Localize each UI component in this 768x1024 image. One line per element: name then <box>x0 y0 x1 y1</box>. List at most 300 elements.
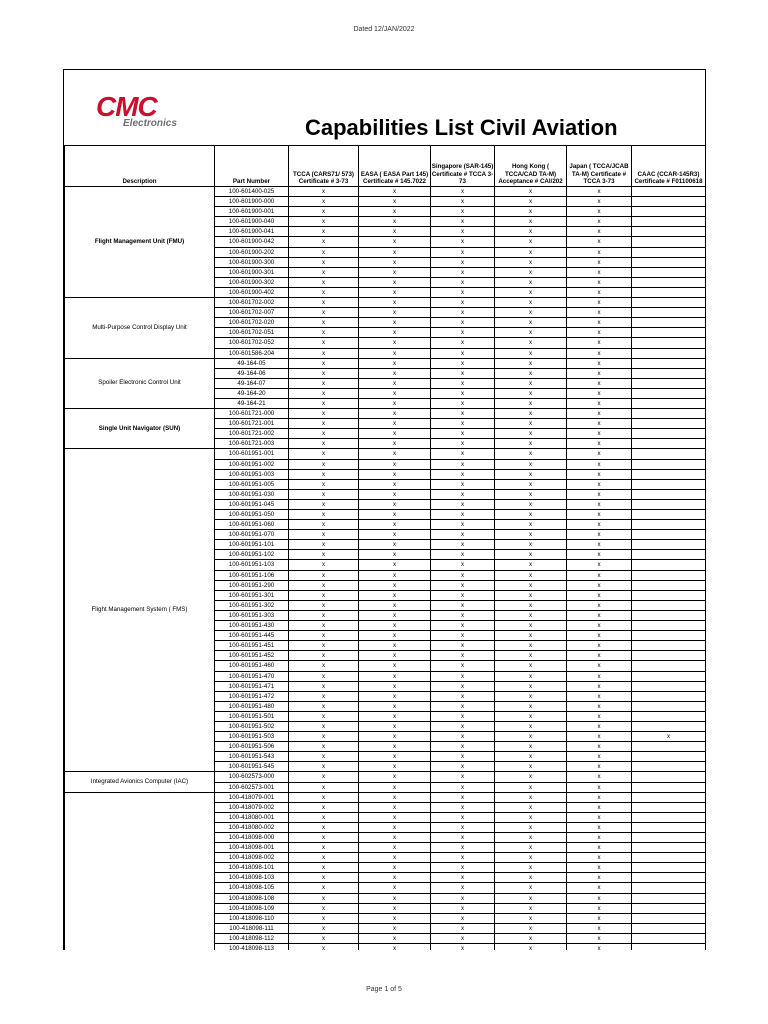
capability-cell: x <box>359 833 431 843</box>
capability-cell: x <box>431 701 495 711</box>
capability-cell: x <box>359 863 431 873</box>
capability-cell: x <box>289 782 359 792</box>
capability-cell: x <box>359 419 431 429</box>
part-number-cell: 100-418098-110 <box>215 913 289 923</box>
part-number-cell: 100-418079-002 <box>215 802 289 812</box>
capability-cell: x <box>289 277 359 287</box>
capability-cell: x <box>431 661 495 671</box>
capability-cell <box>632 520 706 530</box>
capability-cell: x <box>431 398 495 408</box>
capability-cell: x <box>431 570 495 580</box>
capability-cell: x <box>567 328 632 338</box>
capability-cell <box>632 752 706 762</box>
capability-cell: x <box>431 550 495 560</box>
group-description: Multi-Purpose Control Display Unit <box>65 298 215 359</box>
part-number-cell: 49-164-07 <box>215 378 289 388</box>
capability-cell: x <box>289 267 359 277</box>
part-number-cell: 100-601951-290 <box>215 580 289 590</box>
capability-cell: x <box>431 308 495 318</box>
svg-text:CMC: CMC <box>96 92 157 122</box>
capability-cell: x <box>289 530 359 540</box>
capability-cell: x <box>567 540 632 550</box>
capability-cell: x <box>359 721 431 731</box>
capability-cell: x <box>431 600 495 610</box>
capability-cell <box>632 358 706 368</box>
dated-text: Dated 12/JAN/2022 <box>353 26 415 33</box>
column-header-description: Description <box>65 146 215 187</box>
capability-cell: x <box>567 812 632 822</box>
capability-cell: x <box>495 762 567 772</box>
capability-cell <box>632 903 706 913</box>
capability-cell: x <box>359 409 431 419</box>
capability-cell: x <box>567 671 632 681</box>
capability-cell: x <box>359 459 431 469</box>
capability-cell: x <box>359 873 431 883</box>
part-number-cell: 100-601951-480 <box>215 701 289 711</box>
capability-cell: x <box>567 590 632 600</box>
capability-cell: x <box>359 762 431 772</box>
group-description: Flight Management Unit (FMU) <box>65 187 215 298</box>
capability-cell <box>632 328 706 338</box>
capability-cell: x <box>567 439 632 449</box>
table-row <box>65 409 706 419</box>
capability-cell: x <box>359 913 431 923</box>
capability-cell: x <box>359 590 431 600</box>
capability-cell: x <box>289 923 359 933</box>
capability-cell <box>632 822 706 832</box>
capability-cell <box>632 479 706 489</box>
capability-cell <box>632 691 706 701</box>
capability-cell: x <box>495 510 567 520</box>
part-number-cell: 49-164-05 <box>215 358 289 368</box>
capability-cell: x <box>289 237 359 247</box>
capability-cell: x <box>431 913 495 923</box>
capability-cell: x <box>359 237 431 247</box>
part-number-cell: 100-601951-302 <box>215 600 289 610</box>
capability-cell: x <box>289 711 359 721</box>
capability-cell: x <box>289 197 359 207</box>
capability-cell: x <box>567 308 632 318</box>
capability-cell: x <box>495 610 567 620</box>
capability-cell: x <box>289 479 359 489</box>
capability-cell <box>632 863 706 873</box>
table-row <box>65 358 706 368</box>
capability-cell: x <box>495 843 567 853</box>
capability-cell <box>632 449 706 459</box>
part-number-cell: 100-601951-460 <box>215 661 289 671</box>
capability-cell: x <box>495 197 567 207</box>
table-row <box>65 792 706 802</box>
capability-cell: x <box>289 348 359 358</box>
capability-cell <box>632 742 706 752</box>
capability-cell: x <box>495 247 567 257</box>
capability-cell: x <box>431 651 495 661</box>
capability-cell: x <box>567 449 632 459</box>
capability-cell <box>632 843 706 853</box>
capability-cell: x <box>289 207 359 217</box>
capability-cell: x <box>495 590 567 600</box>
capability-cell: x <box>359 893 431 903</box>
capability-cell: x <box>567 237 632 247</box>
part-number-cell: 100-601951-002 <box>215 459 289 469</box>
capability-cell: x <box>359 661 431 671</box>
part-number-cell: 100-601702-020 <box>215 318 289 328</box>
capability-cell: x <box>289 873 359 883</box>
part-number-cell: 100-601951-430 <box>215 621 289 631</box>
capability-cell <box>632 772 706 782</box>
capability-cell: x <box>431 944 495 950</box>
capability-cell: x <box>495 499 567 509</box>
capability-cell: x <box>567 822 632 832</box>
capability-cell: x <box>431 530 495 540</box>
capability-cell: x <box>495 580 567 590</box>
capability-cell: x <box>431 762 495 772</box>
capability-cell: x <box>431 247 495 257</box>
capability-cell: x <box>431 903 495 913</box>
capability-cell: x <box>567 207 632 217</box>
capability-cell <box>632 671 706 681</box>
capability-cell: x <box>567 378 632 388</box>
capability-cell: x <box>359 318 431 328</box>
capability-cell: x <box>495 822 567 832</box>
capability-cell: x <box>431 681 495 691</box>
capability-cell: x <box>495 903 567 913</box>
capability-cell: x <box>567 520 632 530</box>
column-header-easa: EASA ( EASA Part 145) Certificate # 145.7022 <box>359 146 431 187</box>
capability-cell: x <box>289 187 359 197</box>
capability-cell: x <box>431 641 495 651</box>
part-number-cell: 100-601900-040 <box>215 217 289 227</box>
part-number-cell: 100-601900-301 <box>215 267 289 277</box>
part-number-cell: 100-601951-102 <box>215 550 289 560</box>
capability-cell: x <box>359 449 431 459</box>
capability-cell: x <box>495 187 567 197</box>
capability-cell: x <box>431 933 495 943</box>
capability-cell: x <box>567 681 632 691</box>
capability-cell: x <box>289 772 359 782</box>
capability-cell: x <box>359 348 431 358</box>
capability-cell <box>632 782 706 792</box>
capability-cell <box>632 550 706 560</box>
capability-cell: x <box>567 459 632 469</box>
capability-cell: x <box>632 732 706 742</box>
part-number-cell: 100-601900-402 <box>215 287 289 297</box>
capability-cell <box>632 227 706 237</box>
capability-cell <box>632 540 706 550</box>
capability-cell <box>632 883 706 893</box>
capability-cell: x <box>431 409 495 419</box>
column-header-japan: Japan ( TCCA/JCAB TA-M) Certificate # TCCA 3-73 <box>567 146 632 187</box>
capability-cell: x <box>431 610 495 620</box>
capability-cell: x <box>567 691 632 701</box>
part-number-cell: 100-601951-503 <box>215 732 289 742</box>
capability-cell: x <box>495 227 567 237</box>
table-row <box>65 298 706 308</box>
part-number-cell: 100-601900-202 <box>215 247 289 257</box>
capability-cell: x <box>431 439 495 449</box>
capability-cell <box>632 368 706 378</box>
capability-cell: x <box>567 661 632 671</box>
capability-cell: x <box>567 419 632 429</box>
capability-cell: x <box>431 257 495 267</box>
capability-cell: x <box>495 419 567 429</box>
capability-cell: x <box>359 388 431 398</box>
capability-cell <box>632 419 706 429</box>
capability-cell: x <box>289 429 359 439</box>
capability-cell: x <box>495 721 567 731</box>
capability-cell: x <box>567 752 632 762</box>
capability-cell: x <box>495 328 567 338</box>
capability-cell: x <box>495 812 567 822</box>
capability-cell: x <box>495 853 567 863</box>
part-number-cell: 100-418079-001 <box>215 792 289 802</box>
capability-cell: x <box>495 338 567 348</box>
group-description: Single Unit Navigator (SUN) <box>65 409 215 449</box>
capability-cell: x <box>431 792 495 802</box>
part-number-cell: 100-601951-502 <box>215 721 289 731</box>
capability-cell: x <box>567 610 632 620</box>
capability-cell: x <box>495 409 567 419</box>
capability-cell: x <box>495 560 567 570</box>
capability-cell: x <box>495 348 567 358</box>
capability-cell: x <box>495 287 567 297</box>
part-number-cell: 100-418098-002 <box>215 853 289 863</box>
capability-cell: x <box>289 812 359 822</box>
capability-cell: x <box>359 469 431 479</box>
capability-cell: x <box>567 368 632 378</box>
capability-cell: x <box>289 631 359 641</box>
capability-cell: x <box>495 742 567 752</box>
part-number-cell: 100-601951-101 <box>215 540 289 550</box>
part-number-cell: 100-601951-543 <box>215 752 289 762</box>
capability-cell: x <box>567 933 632 943</box>
capability-cell: x <box>495 883 567 893</box>
capability-cell: x <box>431 802 495 812</box>
capability-cell <box>632 610 706 620</box>
capability-cell: x <box>359 267 431 277</box>
capability-cell <box>632 701 706 711</box>
capability-cell: x <box>431 752 495 762</box>
capability-cell: x <box>495 621 567 631</box>
capability-cell: x <box>495 681 567 691</box>
capability-cell: x <box>289 913 359 923</box>
column-header-singapore: Singapore (SAR-145) Certificate # TCCA 3-73 <box>431 146 495 187</box>
capability-cell: x <box>567 863 632 873</box>
capability-cell: x <box>567 641 632 651</box>
capability-cell: x <box>289 318 359 328</box>
capability-cell: x <box>289 398 359 408</box>
capability-cell: x <box>431 489 495 499</box>
capability-cell: x <box>567 913 632 923</box>
capability-cell: x <box>289 328 359 338</box>
capability-cell: x <box>567 348 632 358</box>
capability-cell <box>632 298 706 308</box>
part-number-cell: 100-418098-113 <box>215 944 289 950</box>
part-number-cell: 100-601951-471 <box>215 681 289 691</box>
capability-cell: x <box>567 621 632 631</box>
part-number-cell: 100-418098-109 <box>215 903 289 913</box>
capability-cell: x <box>289 600 359 610</box>
capability-cell <box>632 944 706 950</box>
capability-cell: x <box>289 721 359 731</box>
capability-cell: x <box>359 681 431 691</box>
capability-cell: x <box>495 469 567 479</box>
capability-cell: x <box>289 661 359 671</box>
part-number-cell: 100-601900-000 <box>215 197 289 207</box>
capability-cell: x <box>495 217 567 227</box>
part-number-cell: 100-418098-111 <box>215 923 289 933</box>
capability-cell: x <box>289 903 359 913</box>
capability-cell: x <box>567 600 632 610</box>
capability-cell: x <box>359 802 431 812</box>
part-number-cell: 49-164-20 <box>215 388 289 398</box>
capability-cell <box>632 711 706 721</box>
capability-cell: x <box>359 621 431 631</box>
capability-cell <box>632 621 706 631</box>
capability-cell: x <box>495 459 567 469</box>
part-number-cell: 100-601951-003 <box>215 469 289 479</box>
capability-cell: x <box>431 348 495 358</box>
capability-cell: x <box>495 772 567 782</box>
capability-cell <box>632 439 706 449</box>
capability-cell: x <box>567 732 632 742</box>
capability-cell: x <box>359 570 431 580</box>
capability-cell <box>632 530 706 540</box>
part-number-cell: 100-601951-545 <box>215 762 289 772</box>
capability-cell: x <box>495 429 567 439</box>
capability-cell: x <box>431 812 495 822</box>
capability-cell: x <box>567 762 632 772</box>
capability-cell: x <box>495 631 567 641</box>
capability-cell: x <box>289 691 359 701</box>
column-header-part-number: Part Number <box>215 146 289 187</box>
capability-cell: x <box>567 883 632 893</box>
capability-cell: x <box>495 792 567 802</box>
capability-cell: x <box>567 257 632 267</box>
capability-cell <box>632 409 706 419</box>
capability-cell: x <box>431 277 495 287</box>
capability-cell: x <box>289 510 359 520</box>
capability-cell: x <box>431 388 495 398</box>
capability-cell: x <box>567 721 632 731</box>
capability-cell: x <box>289 893 359 903</box>
capability-cell <box>632 237 706 247</box>
capability-cell: x <box>495 752 567 762</box>
capability-cell: x <box>567 560 632 570</box>
capability-cell <box>632 489 706 499</box>
capability-cell: x <box>567 530 632 540</box>
part-number-cell: 100-601721-003 <box>215 439 289 449</box>
part-number-cell: 100-418098-101 <box>215 863 289 873</box>
capability-cell <box>632 762 706 772</box>
capability-cell: x <box>289 701 359 711</box>
capability-cell <box>632 590 706 600</box>
capability-cell: x <box>431 368 495 378</box>
capability-cell: x <box>359 752 431 762</box>
capability-cell: x <box>431 540 495 550</box>
capability-cell: x <box>431 328 495 338</box>
capability-cell: x <box>359 429 431 439</box>
capability-cell: x <box>567 187 632 197</box>
capability-cell <box>632 600 706 610</box>
part-number-cell: 100-601702-007 <box>215 308 289 318</box>
capability-cell: x <box>567 580 632 590</box>
capability-cell <box>632 631 706 641</box>
capability-cell: x <box>567 499 632 509</box>
group-description <box>65 792 215 950</box>
capability-cell: x <box>289 944 359 950</box>
capability-cell: x <box>495 671 567 681</box>
capability-cell: x <box>495 732 567 742</box>
capability-cell: x <box>431 479 495 489</box>
capability-cell: x <box>567 197 632 207</box>
capability-cell: x <box>567 489 632 499</box>
capability-cell: x <box>567 873 632 883</box>
capability-cell: x <box>495 651 567 661</box>
capability-cell: x <box>495 520 567 530</box>
part-number-cell: 100-601951-005 <box>215 479 289 489</box>
capability-cell: x <box>289 368 359 378</box>
capability-cell <box>632 560 706 570</box>
capability-cell: x <box>431 378 495 388</box>
part-number-cell: 100-601951-301 <box>215 590 289 600</box>
capability-cell: x <box>359 641 431 651</box>
capability-cell <box>632 641 706 651</box>
capability-cell: x <box>567 227 632 237</box>
capability-cell: x <box>359 742 431 752</box>
part-number-cell: 100-601951-030 <box>215 489 289 499</box>
part-number-cell: 100-601900-041 <box>215 227 289 237</box>
capability-cell: x <box>567 711 632 721</box>
part-number-cell: 100-601900-001 <box>215 207 289 217</box>
capability-cell: x <box>495 570 567 580</box>
capability-cell: x <box>289 419 359 429</box>
capability-cell: x <box>359 398 431 408</box>
capability-cell: x <box>567 429 632 439</box>
capability-cell: x <box>495 207 567 217</box>
capability-cell: x <box>359 338 431 348</box>
capability-cell: x <box>431 732 495 742</box>
capability-cell: x <box>289 822 359 832</box>
capability-cell: x <box>495 277 567 287</box>
capabilities-frame <box>63 69 706 950</box>
part-number-cell: 100-418098-103 <box>215 873 289 883</box>
capability-cell: x <box>567 701 632 711</box>
capability-cell: x <box>289 560 359 570</box>
capability-cell: x <box>359 600 431 610</box>
part-number-cell: 100-601702-002 <box>215 298 289 308</box>
capability-cell: x <box>289 469 359 479</box>
capability-cell: x <box>359 510 431 520</box>
capability-cell: x <box>567 409 632 419</box>
capability-cell: x <box>359 903 431 913</box>
capability-cell: x <box>289 489 359 499</box>
capability-cell: x <box>431 833 495 843</box>
capability-cell: x <box>289 792 359 802</box>
capability-cell: x <box>431 782 495 792</box>
capability-cell: x <box>289 843 359 853</box>
capability-cell: x <box>289 933 359 943</box>
part-number-cell: 100-601400-025 <box>215 187 289 197</box>
capability-cell: x <box>289 308 359 318</box>
capability-cell: x <box>567 510 632 520</box>
capability-cell: x <box>431 742 495 752</box>
part-number-cell: 100-601900-042 <box>215 237 289 247</box>
capability-cell: x <box>495 388 567 398</box>
capability-cell: x <box>289 590 359 600</box>
capability-cell: x <box>289 610 359 620</box>
capability-cell <box>632 348 706 358</box>
